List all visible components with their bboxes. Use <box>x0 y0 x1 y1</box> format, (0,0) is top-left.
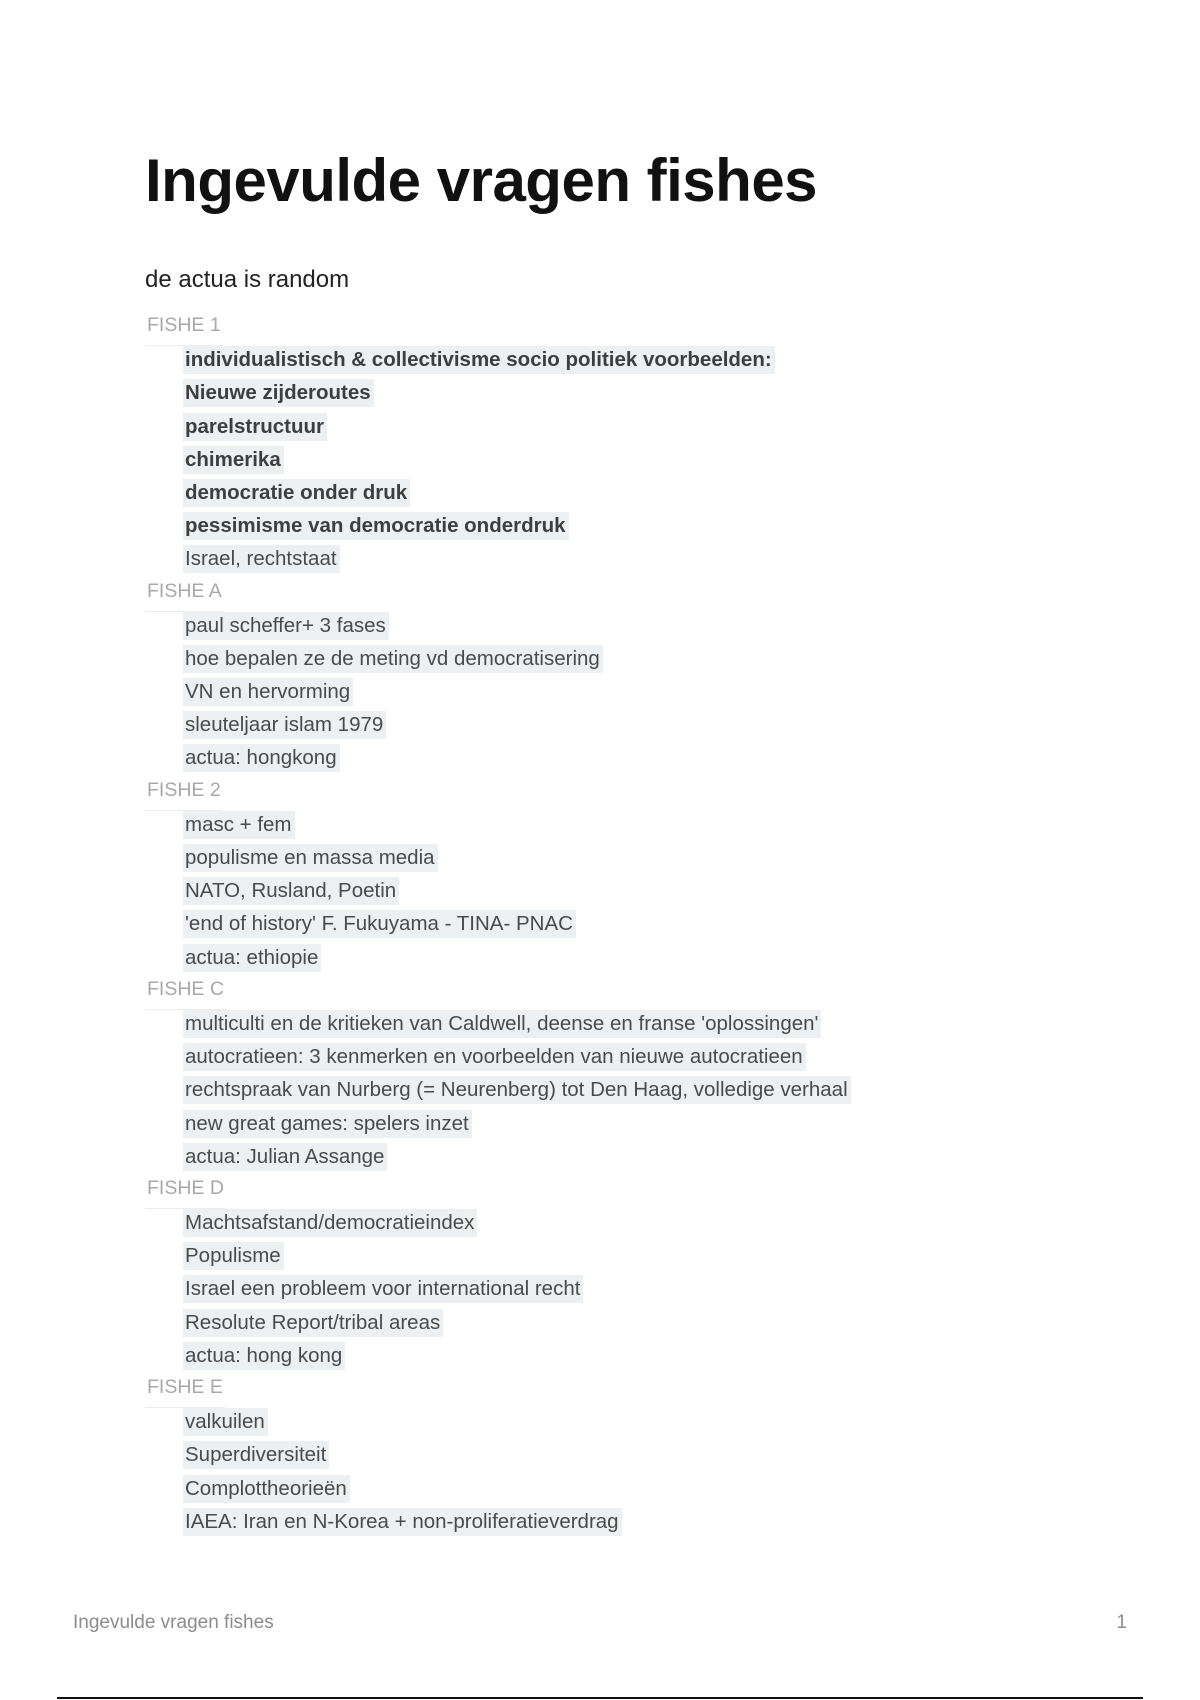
list-item <box>145 1275 1095 1308</box>
list-item-text: valkuilen <box>183 1408 268 1436</box>
group-label[interactable]: FISHE 1 <box>145 313 223 346</box>
list-item <box>145 1076 1095 1109</box>
list-item-text: populisme en massa media <box>183 844 438 872</box>
group-header-row <box>145 977 1095 1010</box>
list-item-text: democratie onder druk <box>183 479 410 507</box>
list-item-text: Resolute Report/tribal areas <box>183 1309 443 1337</box>
list-item <box>145 877 1095 910</box>
list-item <box>145 711 1095 744</box>
list-item <box>145 479 1095 512</box>
list-item <box>145 1309 1095 1342</box>
list-item-text: sleuteljaar islam 1979 <box>183 711 386 739</box>
footer-page-number: 1 <box>1116 1612 1127 1633</box>
list-item-text: IAEA: Iran en N-Korea + non-proliferatieverdrag <box>183 1508 622 1536</box>
list-item-text: Superdiversiteit <box>183 1441 329 1469</box>
list-item <box>145 346 1095 379</box>
list-item <box>145 1242 1095 1275</box>
group-header-row <box>145 1176 1095 1209</box>
list-item <box>145 1475 1095 1508</box>
list-item-text: pessimisme van democratie onderdruk <box>183 512 569 540</box>
group-label[interactable]: FISHE C <box>145 977 226 1010</box>
list-item <box>145 744 1095 777</box>
group-label[interactable]: FISHE A <box>145 579 224 612</box>
list-item <box>145 1010 1095 1043</box>
footer-document-title: Ingevulde vragen fishes <box>73 1612 274 1633</box>
list-item-text: VN en hervorming <box>183 678 353 706</box>
list-item-text: chimerika <box>183 446 284 474</box>
group-header-row <box>145 313 1095 346</box>
list-item-text: masc + fem <box>183 811 295 839</box>
page-title: Ingevulde vragen fishes <box>145 147 818 214</box>
list-item-text: multiculti en de kritieken van Caldwell, deense en franse 'oplossingen' <box>183 1010 821 1038</box>
list-item <box>145 910 1095 943</box>
list-item-text: 'end of history' F. Fukuyama - TINA- PNAC <box>183 910 576 938</box>
list-item-text: NATO, Rusland, Poetin <box>183 877 399 905</box>
group-header-row <box>145 1375 1095 1408</box>
group-label[interactable]: FISHE D <box>145 1176 226 1209</box>
list-item-text: parelstructuur <box>183 413 327 441</box>
group-header-row <box>145 778 1095 811</box>
list-item <box>145 1143 1095 1176</box>
list-item-text: individualistisch & collectivisme socio politiek voorbeelden: <box>183 346 775 374</box>
page-subtitle: de actua is random <box>145 266 350 293</box>
list-item <box>145 645 1095 678</box>
group-header-row <box>145 579 1095 612</box>
list-item-text: new great games: spelers inzet <box>183 1110 472 1138</box>
list-item <box>145 944 1095 977</box>
list-item <box>145 1209 1095 1242</box>
list-item-text: hoe bepalen ze de meting vd democratisering <box>183 645 603 673</box>
toggle-outline <box>145 313 1095 1541</box>
list-item <box>145 413 1095 446</box>
list-item <box>145 1508 1095 1541</box>
page-bottom-rule <box>57 1697 1143 1699</box>
list-item <box>145 1110 1095 1143</box>
list-item-text: Populisme <box>183 1242 284 1270</box>
group-label[interactable]: FISHE 2 <box>145 778 223 811</box>
list-item-text: actua: Julian Assange <box>183 1143 387 1171</box>
list-item <box>145 1043 1095 1076</box>
list-item-text: actua: ethiopie <box>183 944 321 972</box>
list-item-text: Machtsafstand/democratieindex <box>183 1209 477 1237</box>
list-item-text: rechtspraak van Nurberg (= Neurenberg) tot Den Haag, volledige verhaal <box>183 1076 851 1104</box>
list-item <box>145 1342 1095 1375</box>
list-item <box>145 811 1095 844</box>
list-item <box>145 678 1095 711</box>
list-item <box>145 545 1095 578</box>
list-item <box>145 379 1095 412</box>
list-item-text: Israel een probleem voor international recht <box>183 1275 583 1303</box>
list-item-text: actua: hong kong <box>183 1342 345 1370</box>
list-item-text: actua: hongkong <box>183 744 340 772</box>
list-item-text: Complottheorieën <box>183 1475 350 1503</box>
list-item <box>145 446 1095 479</box>
list-item-text: autocratieen: 3 kenmerken en voorbeelden van nieuwe autocratieen <box>183 1043 806 1071</box>
list-item <box>145 1441 1095 1474</box>
list-item <box>145 844 1095 877</box>
list-item-text: Israel, rechtstaat <box>183 545 340 573</box>
list-item <box>145 612 1095 645</box>
list-item <box>145 512 1095 545</box>
list-item <box>145 1408 1095 1441</box>
list-item-text: Nieuwe zijderoutes <box>183 379 374 407</box>
group-label[interactable]: FISHE E <box>145 1375 225 1408</box>
list-item-text: paul scheffer+ 3 fases <box>183 612 389 640</box>
